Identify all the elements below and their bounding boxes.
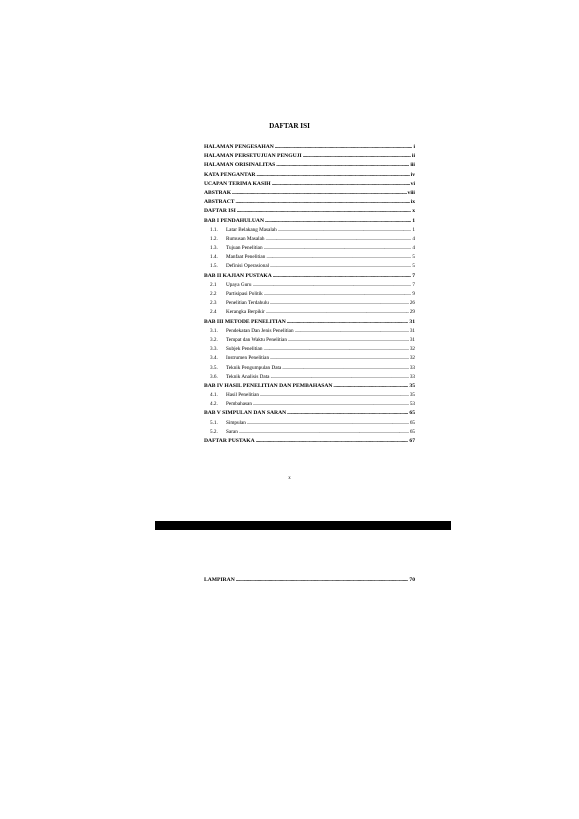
toc-leader: [270, 299, 409, 308]
toc-entry-page: 9: [412, 291, 415, 297]
toc-entry-page: 5: [412, 263, 415, 270]
toc-entry[interactable]: [204, 198, 415, 207]
toc-entry-page: 35: [409, 382, 415, 389]
toc-entry[interactable]: [204, 419, 415, 428]
toc-leader: [270, 373, 408, 382]
toc-entry-label: Pembahasan: [226, 401, 252, 408]
toc-entry-page: vi: [410, 180, 415, 187]
toc-entry-page: 70: [409, 577, 415, 583]
toc-entry[interactable]: [204, 244, 415, 253]
toc-title: DAFTAR ISI: [269, 122, 310, 130]
toc-entry[interactable]: [204, 428, 415, 437]
toc-entry[interactable]: [204, 409, 415, 418]
toc-entry-number: 2.3: [210, 300, 217, 307]
toc-entry-number: 3.3.: [210, 346, 218, 353]
toc-entry[interactable]: [204, 180, 415, 189]
toc-entry-number: 2.4: [210, 309, 217, 316]
toc-entry[interactable]: [204, 327, 415, 336]
toc-entry-label: Latar Belakang Masalah: [226, 226, 277, 233]
toc-entry-page: ix: [410, 199, 415, 206]
toc-entry-page: x: [412, 208, 415, 215]
page-number: x: [288, 476, 291, 481]
toc-leader: [253, 400, 409, 409]
toc-entry-page: 1: [412, 217, 415, 224]
toc-entry-lampiran[interactable]: [204, 576, 415, 585]
toc-entry[interactable]: [204, 152, 415, 161]
toc-entry-page: 31: [409, 336, 415, 343]
toc-entry-page: 33: [409, 364, 415, 371]
toc-entry-number: 3.6.: [210, 373, 218, 380]
toc-list: [204, 143, 415, 446]
toc-entry[interactable]: [204, 290, 415, 299]
toc-entry-label: Teknik Analisis Data: [226, 373, 270, 380]
toc-entry-label: ABSTRAK: [204, 189, 232, 196]
toc-leader: [287, 318, 409, 327]
toc-entry-label: Partisipasi Politik: [226, 291, 263, 297]
toc-entry-number: 4.1.: [210, 392, 218, 399]
toc-entry-page: 31: [409, 318, 415, 325]
toc-entry[interactable]: [204, 382, 415, 391]
toc-entry-label: Penelitian Terdahulu: [226, 300, 269, 307]
toc-entry-page: 32: [409, 355, 415, 362]
toc-leader: [266, 253, 411, 262]
toc-entry-page: viii: [407, 189, 415, 196]
toc-leader: [239, 428, 409, 437]
toc-leader: [273, 272, 411, 281]
toc-entry[interactable]: [204, 143, 415, 152]
toc-entry-label: Definisi Operasional: [226, 263, 270, 270]
toc-entry[interactable]: [204, 308, 415, 317]
toc-entry-page: 65: [409, 419, 415, 426]
toc-leader: [288, 336, 409, 345]
toc-entry-page: ii: [411, 153, 415, 160]
toc-entry-page: 31: [409, 327, 415, 334]
toc-leader: [236, 576, 409, 585]
toc-entry-page: 65: [409, 428, 415, 435]
toc-entry[interactable]: [204, 272, 415, 281]
toc-entry-number: 3.5.: [210, 364, 218, 371]
toc-entry-label: BAB I PENDAHULUAN: [204, 217, 264, 224]
toc-entry[interactable]: [204, 318, 415, 327]
toc-entry[interactable]: [204, 161, 415, 170]
toc-entry-page: 4: [412, 245, 415, 252]
toc-leader: [278, 226, 412, 235]
toc-entry-label: HALAMAN PERSETUJUAN PENGUJI: [204, 153, 302, 160]
toc-entry-label: Upaya Guru: [226, 281, 252, 288]
toc-leader: [275, 143, 413, 152]
toc-entry[interactable]: [204, 171, 415, 180]
toc-leader: [247, 419, 409, 428]
toc-entry[interactable]: [204, 207, 415, 216]
toc-entry-label: BAB II KAJIAN PUSTAKA: [204, 272, 272, 279]
toc-entry-number: 3.2.: [210, 336, 218, 343]
toc-entry-number: 3.1.: [210, 327, 218, 334]
toc-entry-label: KATA PENGANTAR: [204, 171, 256, 178]
toc-entry[interactable]: [204, 226, 415, 235]
toc-entry-label: DAFTAR ISI: [204, 208, 236, 215]
toc-entry-label: Teknik Pengumpulan Data: [226, 364, 282, 371]
toc-entry[interactable]: [204, 253, 415, 262]
toc-entry[interactable]: [204, 336, 415, 345]
toc-entry-label: DAFTAR PUSTAKA: [204, 438, 255, 444]
toc-entry-label: Subjek Penelitian: [226, 346, 263, 353]
toc-entry-label: HALAMAN ORISINALITAS: [204, 162, 276, 169]
toc-leader: [266, 308, 409, 317]
toc-entry-label: Manfaat Penelitian: [226, 254, 266, 261]
toc-entry-number: 2.2: [210, 291, 217, 297]
toc-entry-number: 1.2.: [210, 235, 218, 242]
toc-leader: [270, 262, 411, 271]
toc-entry-page: iv: [410, 171, 415, 178]
toc-entry-page: 33: [409, 373, 415, 380]
toc-entry-label: Hasil Penelitian: [226, 392, 259, 399]
lampiran-section: [204, 576, 415, 585]
toc-entry-label: ABSTRACT: [204, 199, 235, 206]
toc-entry-page: 4: [412, 235, 415, 242]
toc-leader: [264, 244, 412, 253]
toc-entry-page: 26: [409, 300, 415, 307]
toc-entry[interactable]: [204, 299, 415, 308]
toc-entry[interactable]: [204, 373, 415, 382]
toc-leader: [260, 391, 409, 400]
toc-leader: [253, 281, 412, 290]
toc-entry-label: UCAPAN TERIMA KASIH: [204, 180, 271, 187]
toc-entry[interactable]: [204, 262, 415, 271]
toc-leader: [264, 290, 412, 299]
toc-leader: [333, 382, 408, 391]
toc-entry-number: 1.5.: [210, 263, 218, 270]
toc-leader: [265, 217, 411, 226]
toc-leader: [232, 189, 406, 198]
toc-leader: [265, 235, 411, 244]
toc-entry-number: 1.3.: [210, 245, 218, 252]
toc-entry-page: 1: [412, 226, 415, 233]
toc-leader: [276, 161, 409, 170]
toc-entry-number: 1.4.: [210, 254, 218, 261]
toc-leader: [295, 327, 409, 336]
toc-entry[interactable]: [204, 189, 415, 198]
toc-entry-number: 2.1: [210, 281, 217, 288]
toc-entry-number: 3.4.: [210, 355, 218, 362]
toc-entry-page: 53: [409, 401, 415, 408]
toc-entry[interactable]: [204, 437, 415, 446]
toc-entry[interactable]: [204, 400, 415, 409]
toc-leader: [282, 364, 409, 373]
toc-leader: [270, 354, 409, 363]
toc-leader: [256, 437, 409, 446]
toc-entry-page: 65: [409, 410, 415, 417]
toc-entry[interactable]: [204, 391, 415, 400]
toc-leader: [237, 207, 411, 216]
toc-entry-label: Kerangka Berpikir: [226, 309, 265, 316]
toc-entry-page: 67: [409, 438, 415, 444]
toc-entry-page: iii: [410, 162, 415, 169]
toc-entry-label: LAMPIRAN: [204, 577, 235, 583]
toc-entry-label: BAB IV HASIL PENELITIAN DAN PEMBAHASAN: [204, 382, 333, 389]
toc-leader: [287, 409, 408, 418]
toc-entry-label: BAB III METODE PENELITIAN: [204, 318, 286, 325]
toc-leader: [256, 171, 409, 180]
toc-entry-label: Rumusan Masalah: [226, 235, 265, 242]
toc-entry-page: i: [413, 144, 415, 150]
toc-entry[interactable]: [204, 345, 415, 354]
toc-entry-label: Saran: [226, 428, 238, 435]
toc-entry-label: Tujuan Penelitian: [226, 245, 263, 252]
toc-entry-label: HALAMAN PENGESAHAN: [204, 144, 274, 150]
toc-entry-page: 32: [409, 346, 415, 353]
toc-entry-label: Instrumen Penelitian: [226, 355, 270, 362]
toc-entry-label: Tempat dan Waktu Penelitian: [226, 336, 287, 343]
toc-entry-number: 5.2.: [210, 428, 218, 435]
toc-entry-number: 5.1.: [210, 419, 218, 426]
toc-entry[interactable]: [204, 354, 415, 363]
toc-entry-number: 4.2.: [210, 401, 218, 408]
toc-entry[interactable]: [204, 281, 415, 290]
toc-leader: [263, 345, 408, 354]
toc-entry-label: Pendekatan Dan Jenis Penelitian: [226, 327, 294, 334]
toc-entry-number: 1.1.: [210, 226, 218, 233]
toc-entry-page: 35: [409, 392, 415, 399]
toc-entry[interactable]: [204, 235, 415, 244]
redaction-bar: [155, 521, 451, 530]
toc-leader: [272, 180, 410, 189]
toc-entry-label: Simpulan: [226, 419, 246, 426]
toc-entry-page: 29: [409, 309, 415, 316]
toc-entry-page: 7: [412, 281, 415, 288]
toc-leader: [235, 198, 409, 207]
toc-entry-label: BAB V SIMPULAN DAN SARAN: [204, 410, 287, 417]
toc-leader: [303, 152, 411, 161]
toc-entry[interactable]: [204, 364, 415, 373]
toc-entry-page: 7: [412, 272, 415, 279]
toc-entry-page: 5: [412, 254, 415, 261]
toc-entry[interactable]: [204, 217, 415, 226]
